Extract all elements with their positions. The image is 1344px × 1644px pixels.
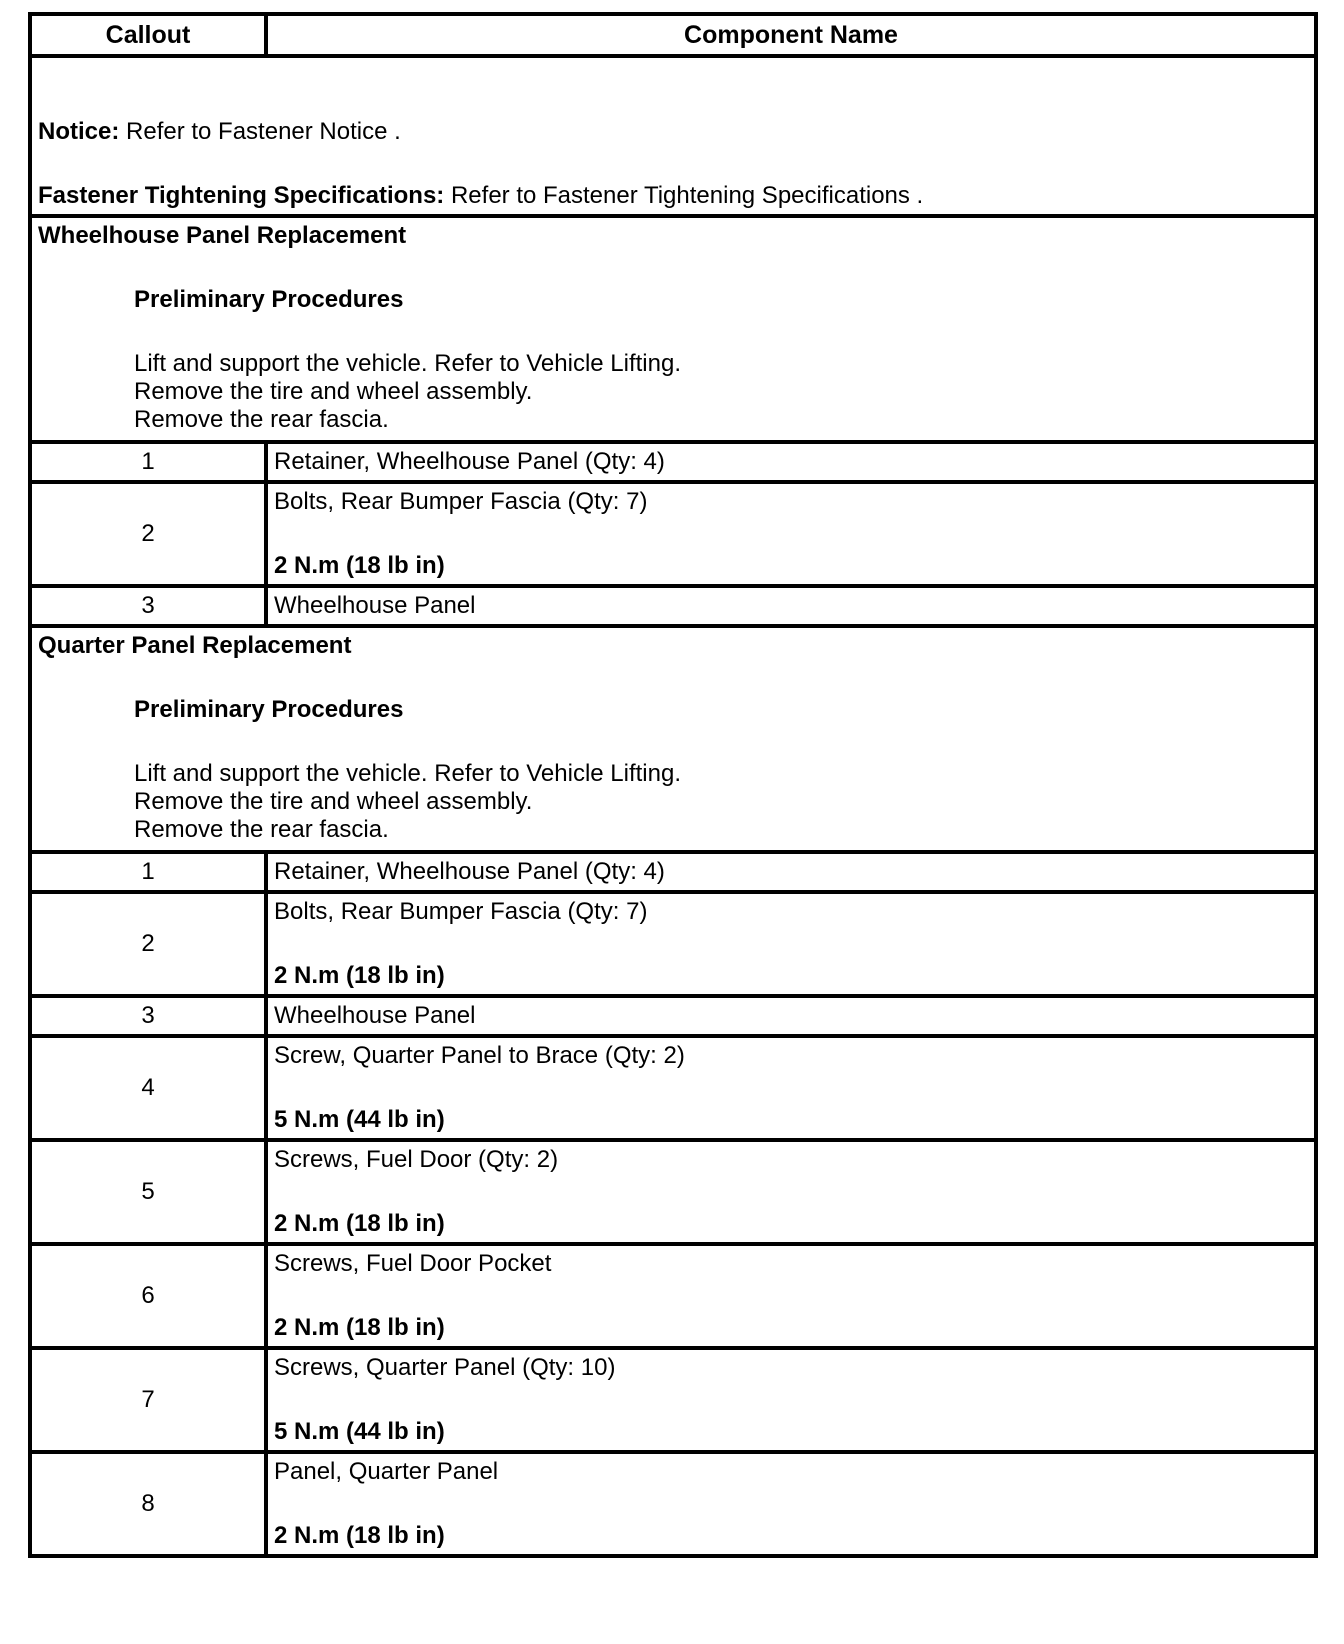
torque-spec: 2 N.m (18 lb in) (274, 962, 445, 989)
notice-block (28, 54, 1318, 214)
callout-number: 8 (32, 1454, 268, 1554)
prelim-step: Lift and support the vehicle. Refer to Vehicle Lifting. (134, 350, 681, 377)
component-name: Bolts, Rear Bumper Fascia (Qty: 7) (274, 898, 648, 925)
callout-number: 4 (32, 1038, 268, 1138)
header-component: Component Name (684, 20, 898, 49)
table-header (28, 12, 1318, 54)
prelim-title: Preliminary Procedures (134, 696, 404, 723)
notice-text: Refer to Fastener Notice . (119, 118, 401, 145)
table-row (28, 850, 1318, 890)
callout-table (28, 12, 1318, 1558)
component-name: Wheelhouse Panel (274, 1002, 476, 1029)
header-callout: Callout (32, 16, 268, 54)
torque-spec: 5 N.m (44 lb in) (274, 1106, 445, 1133)
table-row (28, 1346, 1318, 1450)
callout-number: 6 (32, 1246, 268, 1346)
table-row (28, 890, 1318, 994)
torque-spec: 2 N.m (18 lb in) (274, 1314, 445, 1341)
prelim-step: Lift and support the vehicle. Refer to Vehicle Lifting. (134, 760, 681, 787)
prelim-step: Remove the rear fascia. (134, 816, 389, 843)
table-row (28, 480, 1318, 584)
torque-spec: 2 N.m (18 lb in) (274, 1522, 445, 1549)
callout-number: 3 (32, 998, 268, 1034)
section-header (28, 214, 1318, 440)
callout-number: 2 (32, 484, 268, 584)
section-title: Wheelhouse Panel Replacement (38, 222, 407, 249)
callout-number: 3 (32, 588, 268, 624)
spec-text: Refer to Fastener Tightening Specifications . (444, 182, 924, 209)
table-row (28, 584, 1318, 624)
spec-line (38, 182, 1308, 210)
component-name: Wheelhouse Panel (274, 592, 476, 619)
torque-spec: 2 N.m (18 lb in) (274, 1210, 445, 1237)
prelim-step: Remove the tire and wheel assembly. (134, 788, 533, 815)
component-name: Screw, Quarter Panel to Brace (Qty: 2) (274, 1042, 685, 1069)
callout-number: 2 (32, 894, 268, 994)
component-name: Bolts, Rear Bumper Fascia (Qty: 7) (274, 488, 648, 515)
callout-number: 1 (32, 854, 268, 890)
callout-number: 1 (32, 444, 268, 480)
torque-spec: 5 N.m (44 lb in) (274, 1418, 445, 1445)
table-row (28, 1450, 1318, 1558)
section-header (28, 624, 1318, 850)
component-name: Retainer, Wheelhouse Panel (Qty: 4) (274, 448, 665, 475)
component-name: Retainer, Wheelhouse Panel (Qty: 4) (274, 858, 665, 885)
callout-number: 5 (32, 1142, 268, 1242)
component-name: Screws, Fuel Door (Qty: 2) (274, 1146, 559, 1173)
notice-line (38, 118, 1308, 146)
table-row (28, 1138, 1318, 1242)
torque-spec: 2 N.m (18 lb in) (274, 552, 445, 579)
component-name: Screws, Quarter Panel (Qty: 10) (274, 1354, 616, 1381)
table-row (28, 1034, 1318, 1138)
component-name: Screws, Fuel Door Pocket (274, 1250, 552, 1277)
component-name: Panel, Quarter Panel (274, 1458, 499, 1485)
prelim-step: Remove the rear fascia. (134, 406, 389, 433)
prelim-step: Remove the tire and wheel assembly. (134, 378, 533, 405)
table-row (28, 994, 1318, 1034)
notice-label: Notice: (38, 118, 120, 145)
callout-number: 7 (32, 1350, 268, 1450)
table-row (28, 440, 1318, 480)
prelim-title: Preliminary Procedures (134, 286, 404, 313)
section-title: Quarter Panel Replacement (38, 632, 352, 659)
table-row (28, 1242, 1318, 1346)
spec-label: Fastener Tightening Specifications: (38, 182, 445, 209)
